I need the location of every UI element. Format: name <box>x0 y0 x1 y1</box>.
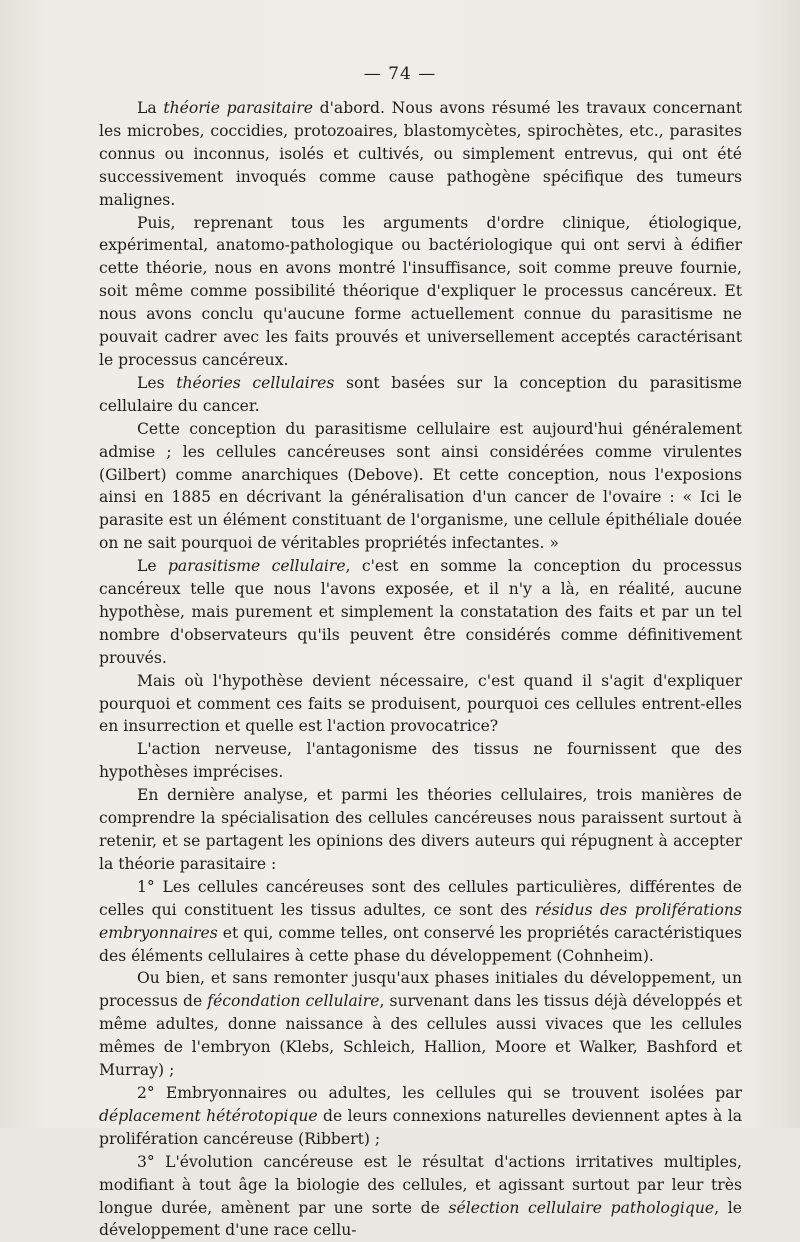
text-run: , survenant dans les tissus déjà développés et même adultes, donne naissance à des cellules aussi vivaces que les cellules mêmes de l'embryon (Klebs, Schleich, Hallion, Moore et Walker, Bashford et Murray) ; <box>99 992 742 1080</box>
paragraph <box>99 1082 742 1151</box>
paragraph <box>99 784 742 876</box>
paragraph <box>99 1151 742 1242</box>
italic-text: déplacement hétérotopique <box>99 1106 318 1125</box>
text-run: En dernière analyse, et parmi les théories cellulaires, trois manières de comprendre la spécialisation des cellules cancéreuses nous paraissent surtout à retenir, et se partagent les opinions des divers auteurs qui répugnent à accepter la théorie parasitaire : <box>99 786 742 873</box>
text-run: , c'est en somme la conception du processus cancéreux telle que nous l'avons exposée, et il n'y a là, en réalité, aucune hypothèse, mais purement et simplement la constatation des faits et par un tel nombre d'observateurs qu'ils peuvent être considérés comme définitivement prouvés. <box>99 557 742 667</box>
text-run: La <box>137 99 164 117</box>
text-run: Ou bien, et sans remonter jusqu'aux phases initiales du développement, un processus de <box>99 969 742 1011</box>
italic-text: résidus des proliférations embryonnaires <box>99 900 742 942</box>
paragraph <box>99 967 742 1082</box>
text-run: Cette conception du parasitisme cellulaire est aujourd'hui généralement admise ; les cellules cancéreuses sont ainsi considérées comme virulentes (Gilbert) comme anarchiques (Debove). Et cette conception, nous l'exposions ainsi en 1885 en décrivant la généralisation d'un cancer de l'ovaire : « Ici le parasite est un élément constituant de l'organisme, une cellule épithéliale douée on ne sait pourquoi de véritables propriétés infectantes. » <box>99 419 742 553</box>
text-run: 3° L'évolution cancéreuse est le résultat d'actions irritatives multiples, modifiant à tout âge la biologie des cellules, et agissant surtout par leur très longue durée, amènent par une sorte de <box>99 1152 742 1217</box>
italic-text: parasitisme cellulaire <box>167 557 346 576</box>
italic-text: théorie parasitaire <box>163 99 313 117</box>
page-body <box>99 97 742 1242</box>
text-run: et qui, comme telles, ont conservé les propriétés caractéristiques des éléments cellulaires à cette phase du développement (Cohnheim). <box>99 923 742 965</box>
text-run: Mais où l'hypothèse devient nécessaire, c'est quand il s'agit d'expliquer pourquoi et comment ces faits se produisent, pourquoi ces cellules entrent-elles en insurrection et quelle est l'action provocatrice? <box>99 671 742 736</box>
paragraph <box>99 212 742 372</box>
italic-text: fécondation cellulaire <box>207 992 380 1011</box>
text-run: Les <box>137 373 177 392</box>
text-run: L'action nerveuse, l'antagonisme des tissus ne fournissent que des hypothèses imprécises. <box>99 740 742 782</box>
paragraph <box>99 418 742 555</box>
paragraph <box>99 876 742 968</box>
italic-text: sélection cellulaire pathologique <box>448 1198 715 1217</box>
paragraph <box>99 555 742 670</box>
text-run: Puis, reprenant tous les arguments d'ordre clinique, étiologique, expérimental, anatomo-pathologique ou bactériologique qui ont servi à édifier cette théorie, nous en avons montré l'insuffisance, soit comme preuve fournie, soit même comme possibilité théorique d'expliquer le processus cancéreux. Et nous avons conclu qu'aucune forme actuellement connue du parasitisme ne pouvait cadrer avec les faits prouvés et universellement acceptés caractérisant le processus cancéreux. <box>99 213 742 369</box>
text-run: Le <box>137 557 168 576</box>
text-run: de leurs connexions naturelles deviennent aptes à la prolifération cancéreuse (Ribbert) ; <box>99 1106 742 1148</box>
paragraph <box>99 97 742 212</box>
text-run: , le développement d'une race cellu- <box>99 1198 742 1240</box>
text-run: d'abord. Nous avons résumé les travaux concernant les microbes, coccidies, protozoaires, blastomycètes, spirochètes, etc., parasites connus ou inconnus, isolés et cultivés, ou simplement entrevus, qui ont été successivement invoqués comme cause pathogène spécifique des tumeurs malignes. <box>99 99 742 209</box>
text-run: 2° Embryonnaires ou adultes, les cellules qui se trouvent isolées par <box>137 1083 742 1102</box>
paragraph <box>99 738 742 784</box>
page-number: — 74 — <box>363 64 437 84</box>
text-run: sont basées sur la conception du parasitisme cellulaire du cancer. <box>99 373 742 415</box>
text-run: 1° Les cellules cancéreuses sont des cellules particulières, différentes de celles qui constituent les tissus adultes, ce sont des <box>99 877 742 919</box>
paragraph <box>99 372 742 418</box>
paragraph <box>99 670 742 739</box>
italic-text: théories cellulaires <box>176 373 335 392</box>
